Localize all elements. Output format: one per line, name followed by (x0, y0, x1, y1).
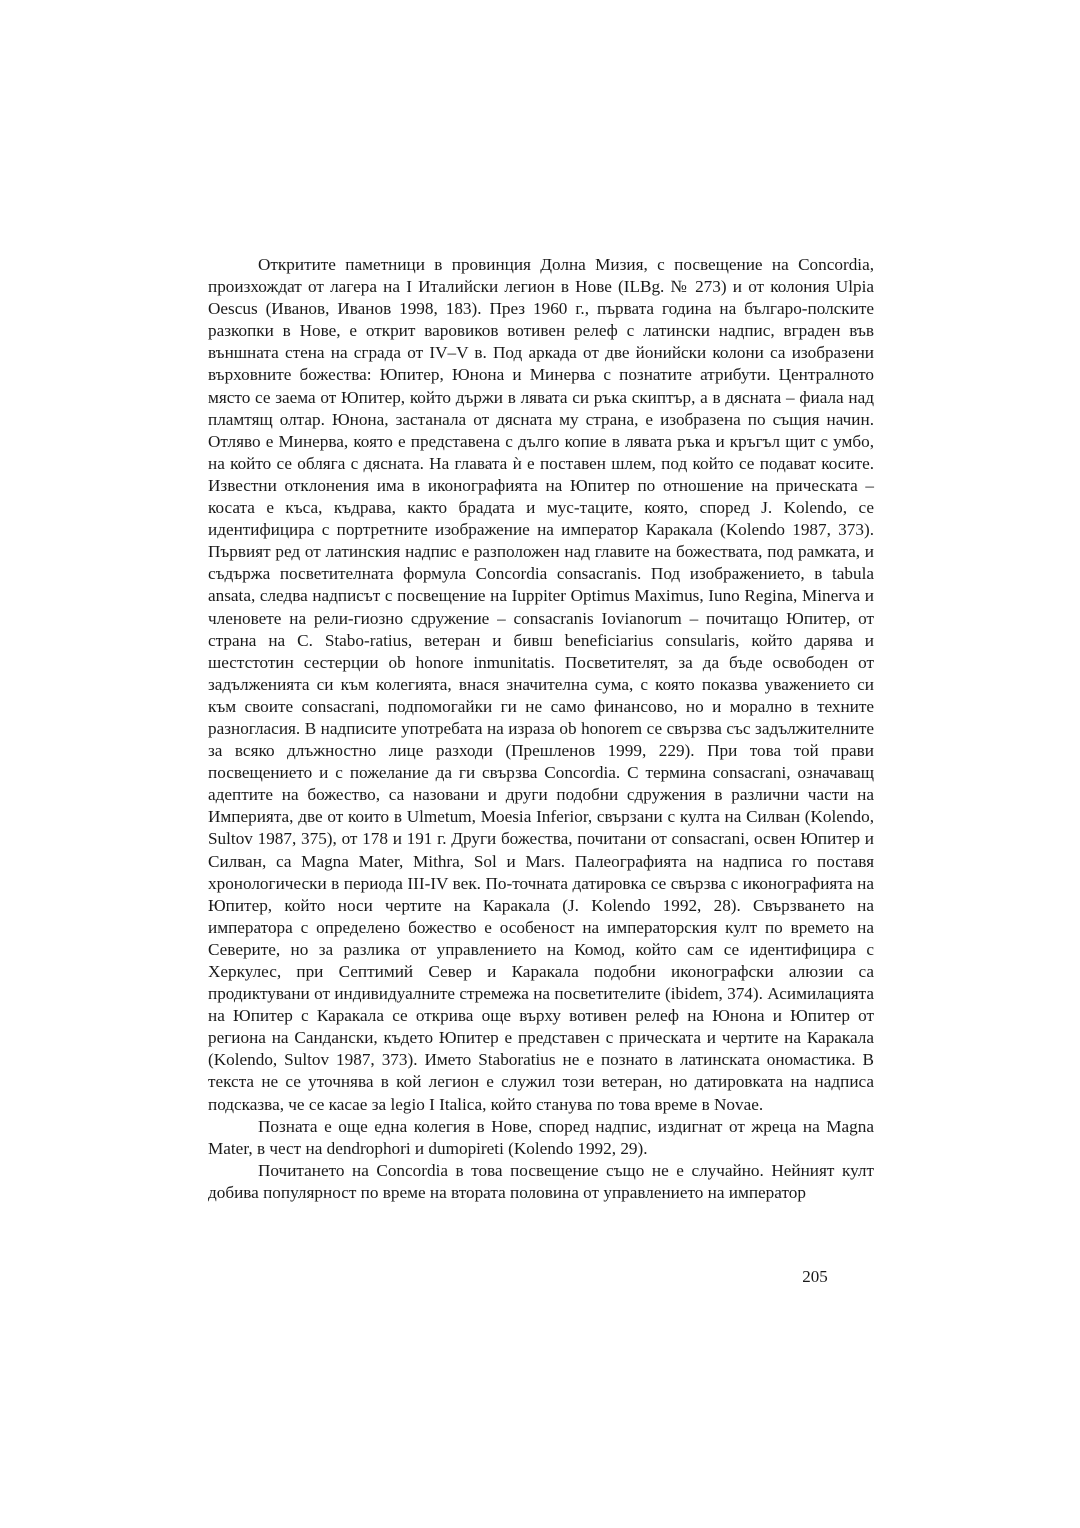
body-text (208, 254, 874, 1204)
page-number: 205 (802, 1267, 828, 1286)
paragraph: Почитането на Concordia в това посвещение също не е случайно. Нейният култ добива популярност по време на втората половина от управлението на император (208, 1160, 874, 1202)
paragraph: Позната е още една колегия в Нове, според надпис, издигнат от жреца на Magna Mater, в чест на dendrophori и dumopireti (Kolendo 1992, 29). (208, 1116, 874, 1158)
paragraph: Откритите паметници в провинция Долна Мизия, с посвещение на Concordia, произхождат от лагера на I Италийски легион в Нове (ILBg. № 273) и от колония Ulpia Oescus (Иванов, Иванов 1998, 183). През 1960 г., първата година на българо-полските разкопки в Нове, е открит варовиков вотивен релеф с латински надпис, вграден във външната стена на сграда от IV–V в. Под аркада от две йонийски колони са изобразени върховните божества: Юпитер, Юнона и Минерва с познатите атрибути. Централното място се заема от Юпитер, който държи в лявата си ръка скиптър, а в дясната – фиала над пламтящ олтар. Юнона, застанала от дясната му страна, е изобразена по същия начин. Отляво е Минерва, която е представена с дълго копие в лявата ръка и кръгъл щит с умбо, на който се обляга с дясната. На главата ѝ е поставен шлем, под който се подават косите. Известни отклонения има в иконографията на Юпитер по отношение на прическата – косата е къса, къдрава, както брадата и мус-таците, която, според J. Kolendo, се идентифицира с портретните изображение на император Каракала (Kolendo 1987, 373). Първият ред от латинския надпис е разположен над главите на божествата, под рамката, и съдържа посветителната формула Concordia consacranis. Под изображението, в tabula ansata, следва надписът с посвещение на Iuppiter Optimus Maximus, Iuno Regina, Minerva и членовете на рели-гиозно сдружение – consacranis Iovianorum – почитащо Юпитер, от страна на C. Stabo-ratius, ветеран и бивш beneficiarius consularis, който дарява и шестстотин сестерции ob honore inmunitatis. Посветителят, за да бъде освободен от задълженията си към колегията, внася значителна сума, с която показва уважението си към своите consacrani, подпомогайки ги не само финансово, но и морално в техните разногласия. В надписите употребата на израза ob honorem се свързва със задължителните за всяко длъжностно лице разходи (Прешленов 1999, 229). При това той прави посвещението и с пожелание да ги свързва Concordia. С термина consacrani, означаващ адептите на божество, са назовани и други подобни сдружения в различни части на Империята, две от които в Ulmetum, Moesia Inferior, свързани с култа на Силван (Kolendo, Sultov 1987, 375), от 178 и 191 г. Други божества, почитани от consacrani, освен Юпитер и Силван, са Magna Mater, Mithra, Sol и Mars. Палеографията на надписа го поставя хронологически в периода III-IV век. По-точната датировка се свързва с иконографията на Юпитер, който носи чертите на Каракала (J. Kolendo 1992, 28). Свързването на императора с определено божество е особеност на императорския култ по времето на Северите, но за разлика от управлението на Комод, който сам се идентифицира с Херкулес, при Септимий Север и Каракала подобни иконографски алюзии са продиктувани от индивидуалните стремежа на посветителите (ibidem, 374). Асимилацията на Юпитер с Каракала се открива още върху вотивен релеф на Юнона и Юпитер от региона на Сандански, където Юпитер е представен с прическата и чертите на Каракала (Kolendo, Sultov 1987, 373). Името Staboratius не е познато в латинската ономастика. В текста не се уточнява в кой легион е служил този ветеран, но датировката на надписа подсказва, че се касае за legio I Italica, който станува по това време в Novae. (208, 255, 874, 1114)
